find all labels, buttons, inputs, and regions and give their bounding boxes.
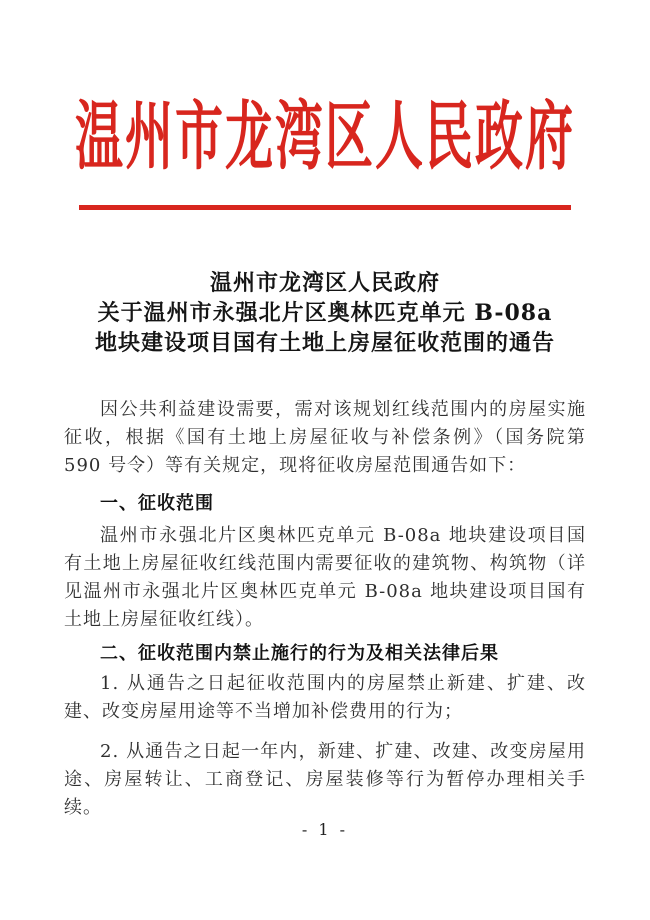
section-2-item-1: 1. 从通告之日起征收范围内的房屋禁止新建、扩建、改建、改变房屋用途等不当增加补偿费用的行为； bbox=[64, 673, 586, 722]
document-title-line-2: 关于温州市永强北片区奥林匹克单元 B-08a bbox=[97, 300, 553, 326]
document-body bbox=[64, 396, 586, 822]
intro-paragraph: 因公共利益建设需要，需对该规划红线范围内的房屋实施征收，根据《国有土地上房屋征收与补偿条例》（国务院第 590 号令）等有关规定，现将征收房屋范围通告如下： bbox=[64, 399, 586, 476]
section-2-item-2: 2. 从通告之日起一年内，新建、扩建、改建、改变房屋用途、房屋转让、工商登记、房屋装修等行为暂停办理相关手续。 bbox=[64, 741, 586, 818]
document-title bbox=[0, 268, 650, 358]
masthead-rule-divider bbox=[79, 205, 571, 210]
section-heading-2: 二、征收范围内禁止施行的行为及相关法律后果 bbox=[100, 643, 499, 664]
government-masthead bbox=[0, 93, 650, 181]
section-heading-1: 一、征收范围 bbox=[100, 493, 214, 514]
section-1-paragraph: 温州市永强北片区奥林匹克单元 B-08a 地块建设项目国有土地上房屋征收红线范围内需要征收的建筑物、构筑物（详见温州市永强北片区奥林匹克单元 B-08a 地块建设项目国有土地上房屋征收红线）。 bbox=[64, 525, 586, 630]
document-title-line-1: 温州市龙湾区人民政府 bbox=[209, 270, 440, 296]
masthead-title: 温州市龙湾区人民政府 bbox=[74, 93, 575, 181]
page-number: - 1 - bbox=[301, 820, 349, 839]
document-title-line-3: 地块建设项目国有土地上房屋征收范围的通告 bbox=[94, 330, 555, 356]
